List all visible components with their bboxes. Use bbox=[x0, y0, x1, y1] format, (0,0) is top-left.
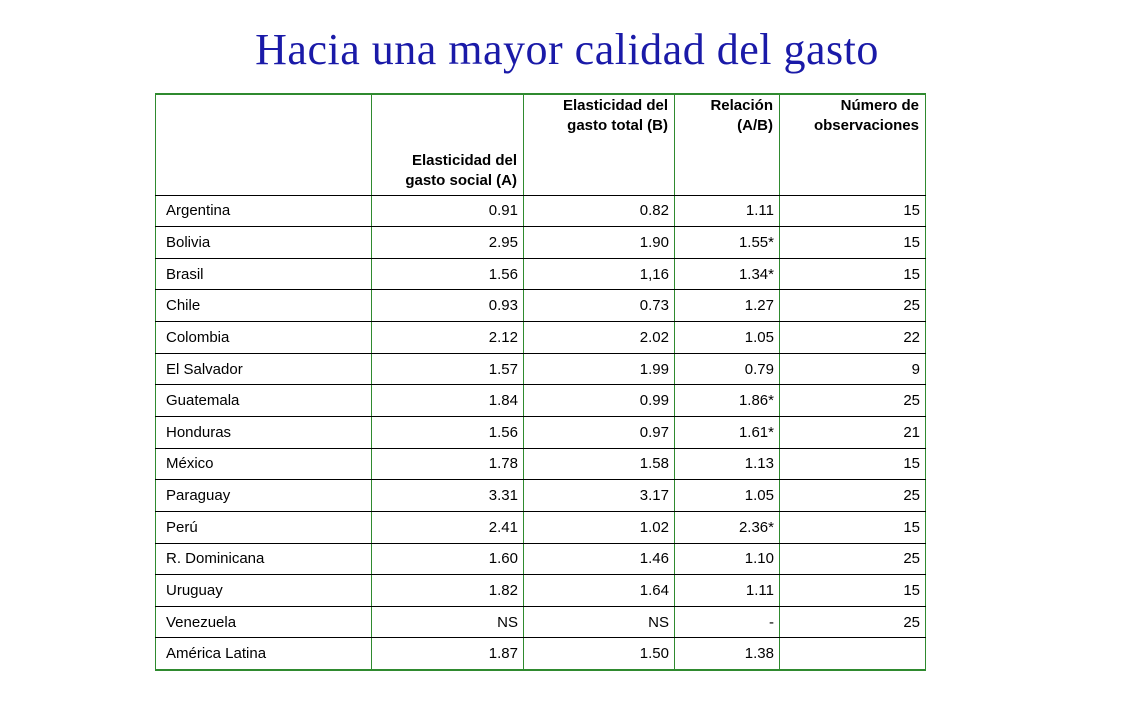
cell-observations: 9 bbox=[780, 353, 926, 385]
cell-observations: 21 bbox=[780, 416, 926, 448]
table-row bbox=[156, 416, 926, 448]
cell-total-elasticity: 1.90 bbox=[524, 227, 675, 259]
cell-observations: 15 bbox=[780, 258, 926, 290]
cell-total-elasticity: 2.02 bbox=[524, 322, 675, 354]
header-social-spending-elasticity: Elasticidad del gasto social (A) bbox=[372, 94, 524, 195]
cell-observations bbox=[780, 638, 926, 670]
table-row bbox=[156, 575, 926, 607]
cell-country: Argentina bbox=[156, 195, 372, 227]
cell-country: Chile bbox=[156, 290, 372, 322]
cell-observations: 25 bbox=[780, 385, 926, 417]
cell-observations: 15 bbox=[780, 448, 926, 480]
cell-observations: 25 bbox=[780, 606, 926, 638]
header-country bbox=[156, 94, 372, 195]
cell-total-elasticity: 1.64 bbox=[524, 575, 675, 607]
cell-country: Venezuela bbox=[156, 606, 372, 638]
cell-social-elasticity: 1.87 bbox=[372, 638, 524, 670]
cell-ratio: - bbox=[675, 606, 780, 638]
cell-ratio: 2.36* bbox=[675, 511, 780, 543]
table-body bbox=[156, 195, 926, 670]
cell-ratio: 1.10 bbox=[675, 543, 780, 575]
header-ratio: Relación (A/B) bbox=[675, 94, 780, 195]
cell-social-elasticity: 1.57 bbox=[372, 353, 524, 385]
cell-observations: 25 bbox=[780, 480, 926, 512]
cell-ratio: 0.79 bbox=[675, 353, 780, 385]
table-row bbox=[156, 258, 926, 290]
cell-social-elasticity: 1.84 bbox=[372, 385, 524, 417]
cell-country: Bolivia bbox=[156, 227, 372, 259]
cell-total-elasticity: 1.46 bbox=[524, 543, 675, 575]
table-row bbox=[156, 322, 926, 354]
page-title: Hacia una mayor calidad del gasto bbox=[255, 25, 879, 74]
cell-ratio: 1.55* bbox=[675, 227, 780, 259]
cell-total-elasticity: 1.02 bbox=[524, 511, 675, 543]
cell-total-elasticity: 0.73 bbox=[524, 290, 675, 322]
cell-social-elasticity: 1.82 bbox=[372, 575, 524, 607]
cell-ratio: 1.11 bbox=[675, 195, 780, 227]
cell-country: Paraguay bbox=[156, 480, 372, 512]
header-row bbox=[156, 94, 926, 195]
cell-ratio: 1.11 bbox=[675, 575, 780, 607]
cell-country: Uruguay bbox=[156, 575, 372, 607]
cell-country: México bbox=[156, 448, 372, 480]
cell-observations: 15 bbox=[780, 511, 926, 543]
cell-total-elasticity: 0.97 bbox=[524, 416, 675, 448]
cell-ratio: 1.86* bbox=[675, 385, 780, 417]
table-row bbox=[156, 480, 926, 512]
elasticity-table bbox=[155, 93, 926, 671]
cell-social-elasticity: 1.56 bbox=[372, 258, 524, 290]
cell-social-elasticity: 2.95 bbox=[372, 227, 524, 259]
cell-observations: 25 bbox=[780, 290, 926, 322]
cell-total-elasticity: NS bbox=[524, 606, 675, 638]
cell-social-elasticity: 1.56 bbox=[372, 416, 524, 448]
cell-total-elasticity: 1.58 bbox=[524, 448, 675, 480]
cell-country: América Latina bbox=[156, 638, 372, 670]
table-row bbox=[156, 227, 926, 259]
header-observations: Número de observaciones bbox=[780, 94, 926, 195]
table-row bbox=[156, 448, 926, 480]
cell-country: Guatemala bbox=[156, 385, 372, 417]
cell-ratio: 1.61* bbox=[675, 416, 780, 448]
cell-observations: 22 bbox=[780, 322, 926, 354]
cell-total-elasticity: 1,16 bbox=[524, 258, 675, 290]
cell-social-elasticity: 2.41 bbox=[372, 511, 524, 543]
cell-ratio: 1.13 bbox=[675, 448, 780, 480]
cell-total-elasticity: 3.17 bbox=[524, 480, 675, 512]
cell-total-elasticity: 1.99 bbox=[524, 353, 675, 385]
cell-country: El Salvador bbox=[156, 353, 372, 385]
cell-observations: 15 bbox=[780, 195, 926, 227]
cell-social-elasticity: 3.31 bbox=[372, 480, 524, 512]
table-row bbox=[156, 353, 926, 385]
table-row bbox=[156, 290, 926, 322]
cell-ratio: 1.27 bbox=[675, 290, 780, 322]
cell-total-elasticity: 1.50 bbox=[524, 638, 675, 670]
cell-observations: 15 bbox=[780, 227, 926, 259]
cell-social-elasticity: 0.91 bbox=[372, 195, 524, 227]
cell-social-elasticity: 1.60 bbox=[372, 543, 524, 575]
cell-ratio: 1.34* bbox=[675, 258, 780, 290]
table-row bbox=[156, 638, 926, 670]
cell-total-elasticity: 0.82 bbox=[524, 195, 675, 227]
cell-social-elasticity: 1.78 bbox=[372, 448, 524, 480]
table-row bbox=[156, 606, 926, 638]
cell-country: Brasil bbox=[156, 258, 372, 290]
cell-observations: 25 bbox=[780, 543, 926, 575]
table-header bbox=[156, 94, 926, 195]
cell-country: Honduras bbox=[156, 416, 372, 448]
cell-total-elasticity: 0.99 bbox=[524, 385, 675, 417]
cell-observations: 15 bbox=[780, 575, 926, 607]
header-total-spending-elasticity: Elasticidad del gasto total (B) bbox=[524, 94, 675, 195]
cell-ratio: 1.05 bbox=[675, 480, 780, 512]
cell-country: Colombia bbox=[156, 322, 372, 354]
table-row bbox=[156, 511, 926, 543]
cell-country: R. Dominicana bbox=[156, 543, 372, 575]
cell-ratio: 1.38 bbox=[675, 638, 780, 670]
table-row bbox=[156, 543, 926, 575]
cell-social-elasticity: NS bbox=[372, 606, 524, 638]
table-row bbox=[156, 385, 926, 417]
cell-social-elasticity: 2.12 bbox=[372, 322, 524, 354]
cell-country: Perú bbox=[156, 511, 372, 543]
cell-ratio: 1.05 bbox=[675, 322, 780, 354]
cell-social-elasticity: 0.93 bbox=[372, 290, 524, 322]
table-row bbox=[156, 195, 926, 227]
